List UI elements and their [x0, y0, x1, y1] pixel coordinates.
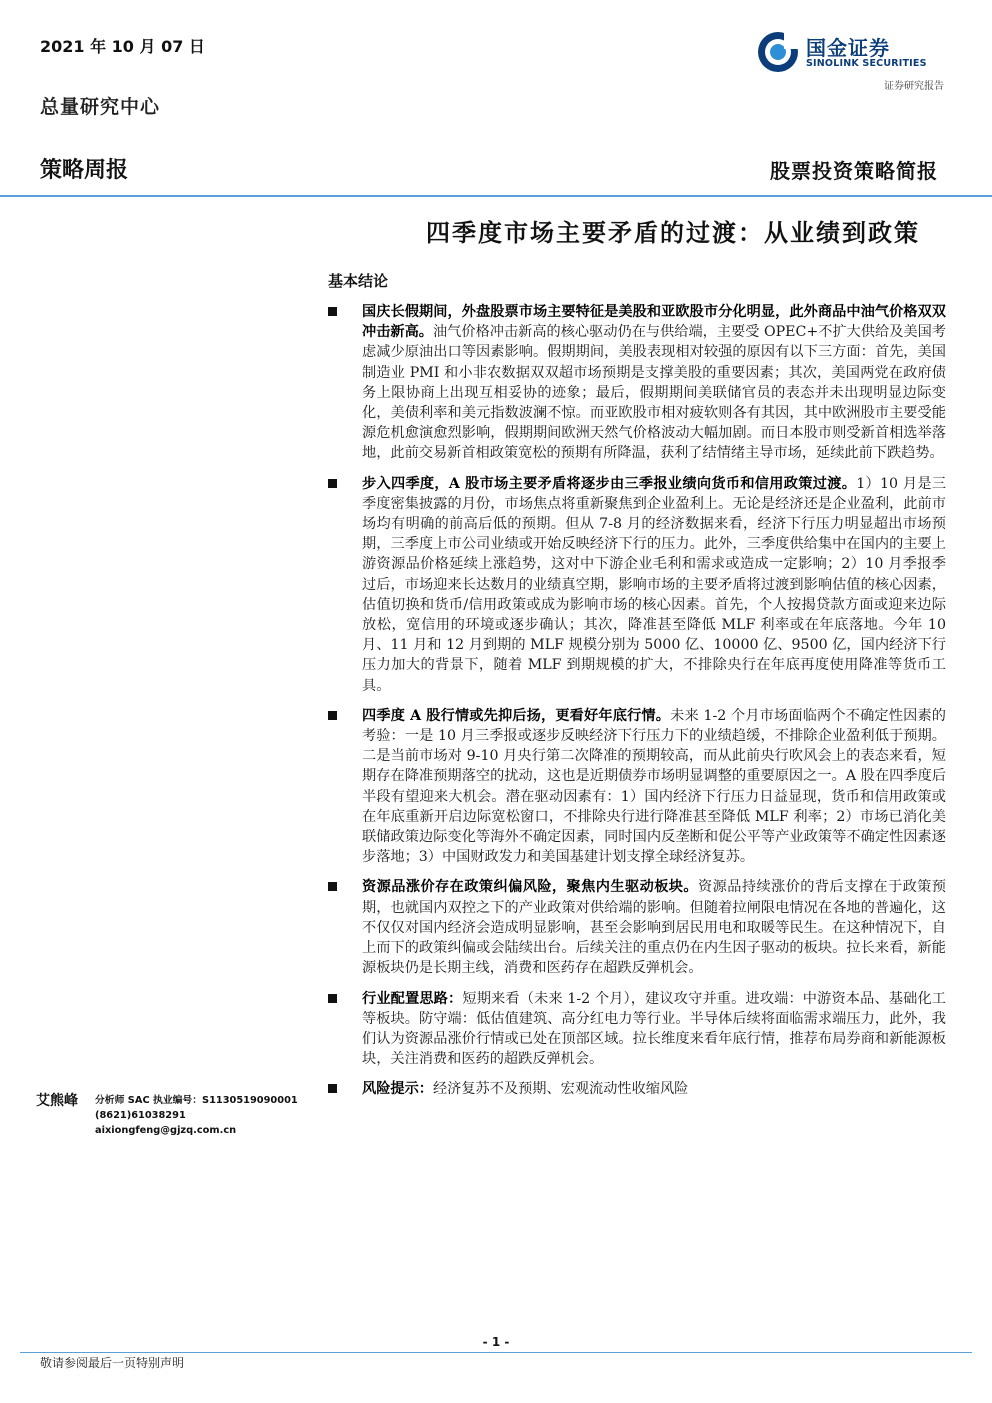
- list-item: [326, 877, 946, 978]
- square-bullet-icon: [328, 479, 337, 488]
- square-bullet-icon: [328, 994, 337, 1003]
- logo-name-zh: 国金证券: [806, 36, 890, 60]
- analyst-name: 艾熊峰: [36, 1093, 78, 1109]
- report-label: 证券研究报告: [884, 81, 944, 92]
- bullet-lead: 步入四季度，A 股市场主要矛盾将逐步由三季报业绩向货币和信用政策过渡。: [362, 475, 857, 492]
- bullet-lead: 国庆长假期间，外盘股票市场主要特征是美股和亚欧股市分化明显，此外商品中油气价格双双冲击新高。: [362, 304, 946, 341]
- bullet-text: 资源品持续涨价的背后支撑在于政策预期，也就国内双控之下的产业政策对供给端的影响。但随着拉闸限电情况在各地的普遍化，这不仅仅对国内经济会造成明显影响，甚至会影响到居民用电和取暖等民生。在这种情况下，自上而下的政策纠偏或会陆续出台。后续关注的重点仍在内生因子驱动的板块。拉长来看，新能源板块仍是长期主线，消费和医药存在超跌反弹机会。: [362, 879, 946, 977]
- bullet-text: 未来 1-2 个月市场面临两个不确定性因素的考验：一是 10 月三季报或逐步反映经济下行压力下的业绩趋缓，不排除企业盈利低于预期。二是当前市场对 9-10 月央行第二次降准的预期较高，而从此前央行吹风会上的表态来看，短期存在降准预期落空的扰动，这也是近期债券市场明显调整的重要原因之一。A 股在四季度后半段有望迎来大机会。潜在驱动因素有：1）国内经济下行压力日益显现，货币和信用政策或在年底重新开启边际宽松窗口，不排除央行进行降准甚至降低 MLF 利率；2）市场已消化美联储政策边际变化等海外不确定因素，同时国内反垄断和促公平等产业政策等不确定性因素逐步落地；3）中国财政发力和美国基建计划支撑全球经济复苏。: [362, 707, 946, 866]
- logo-mark-icon: [756, 30, 800, 74]
- bullet-text: 经济复苏不及预期、宏观流动性收缩风险: [432, 1081, 689, 1098]
- logo-name-en: SINOLINK SECURITIES: [806, 58, 927, 69]
- document-category: 股票投资策略简报: [770, 159, 938, 183]
- company-logo: [756, 30, 956, 74]
- list-item: [326, 1079, 946, 1099]
- square-bullet-icon: [328, 882, 337, 891]
- disclaimer-note: 敬请参阅最后一页特别声明: [40, 1356, 185, 1370]
- analyst-info: [95, 1093, 298, 1138]
- report-title: 四季度市场主要矛盾的过渡：从业绩到政策: [426, 218, 920, 247]
- bullet-lead: 行业配置思路：: [362, 990, 463, 1007]
- bullet-text: 1）10 月是三季度密集披露的月份，市场焦点将重新聚焦到企业盈利上。无论是经济还是企业盈利，此前市场均有明确的前高后低的预期。但从 7-8 月的经济数据来看，经济下行压力明显超出市场预期，三季度上市公司业绩或开始反映经济下行的压力。此外，三季度供给集中在国内的主要上游资源品价格延续上涨趋势，这对中下游企业毛利和需求或造成一定影响；2）10 月季报季过后，市场迎来长达数月的业绩真空期，影响市场的主要矛盾将过渡到影响估值的核心因素，估值切换和货币/信用政策或成为影响市场的核心因素。首先，个人按揭贷款方面或迎来边际放松，宽信用的环境或逐步确认；其次，降准甚至降低 MLF 利率或在年底落地。今年 10 月、11 月和 12 月到期的 MLF 规模分别为 5000 亿、10000 亿、9500 亿，国内经济下行压力加大的背景下，随着 MLF 到期规模的扩大，不排除央行在年底再度使用降准等货币工具。: [362, 475, 947, 694]
- conclusion-list: [326, 302, 946, 1100]
- bullet-lead: 资源品涨价存在政策纠偏风险，聚焦内生驱动板块。: [362, 879, 699, 896]
- list-item: [326, 706, 946, 868]
- bullet-lead: 四季度 A 股行情或先抑后扬，更看好年底行情。: [362, 707, 671, 724]
- analyst-email[interactable]: aixiongfeng@gjzq.com.cn: [95, 1125, 237, 1136]
- document-type: 策略周报: [40, 158, 129, 183]
- bullet-text: 短期来看（未来 1-2 个月），建议攻守并重。进攻端：中游资本品、基础化工等板块。防守端：低估值建筑、高分红电力等行业。半导体后续将面临需求端压力，此外，我们认为资源品涨价行情或已处在顶部区域。拉长维度来看年底行情，推荐布局券商和新能源板块，关注消费和医药的超跌反弹机会。: [362, 990, 946, 1068]
- section-heading: 基本结论: [328, 272, 389, 290]
- analyst-license: 分析师 SAC 执业编号：S1130519090001: [95, 1095, 298, 1106]
- list-item: [326, 302, 946, 464]
- square-bullet-icon: [328, 307, 337, 316]
- report-date: 2021 年 10 月 07 日: [40, 37, 205, 56]
- footer-divider: [20, 1352, 972, 1353]
- square-bullet-icon: [328, 1084, 337, 1093]
- analyst-phone: (8621)61038291: [95, 1110, 186, 1121]
- research-center: 总量研究中心: [40, 96, 161, 118]
- header-divider: [0, 195, 992, 197]
- bullet-lead: 风险提示：: [362, 1081, 433, 1098]
- bullet-text: 油气价格冲击新高的核心驱动仍在与供给端，主要受 OPEC+不扩大供给及美国考虑减少原油出口等因素影响。假期期间，美股表现相对较强的原因有以下三方面：首先，美国制造业 PMI 和小非农数据双双超市场预期是支撑美股的重要因素；其次，美国两党在政府债务上限协商上出现互相妥协的迹象；最后，假期期间美联储官员的表态并未出现明显边际变化，美债利率和美元指数波澜不惊。而亚欧股市相对疲软则各有其因，其中欧洲股市主要受能源危机愈演愈烈影响，假期期间欧洲天然气价格波动大幅加剧。而日本股市则受新首相选举落地，此前交易新首相政策宽松的预期有所降温，获利了结情绪主导市场，延续此前下跌趋势。: [362, 324, 946, 462]
- list-item: [326, 989, 946, 1070]
- list-item: [326, 474, 946, 696]
- square-bullet-icon: [328, 711, 337, 720]
- page-number: - 1 -: [482, 1335, 510, 1349]
